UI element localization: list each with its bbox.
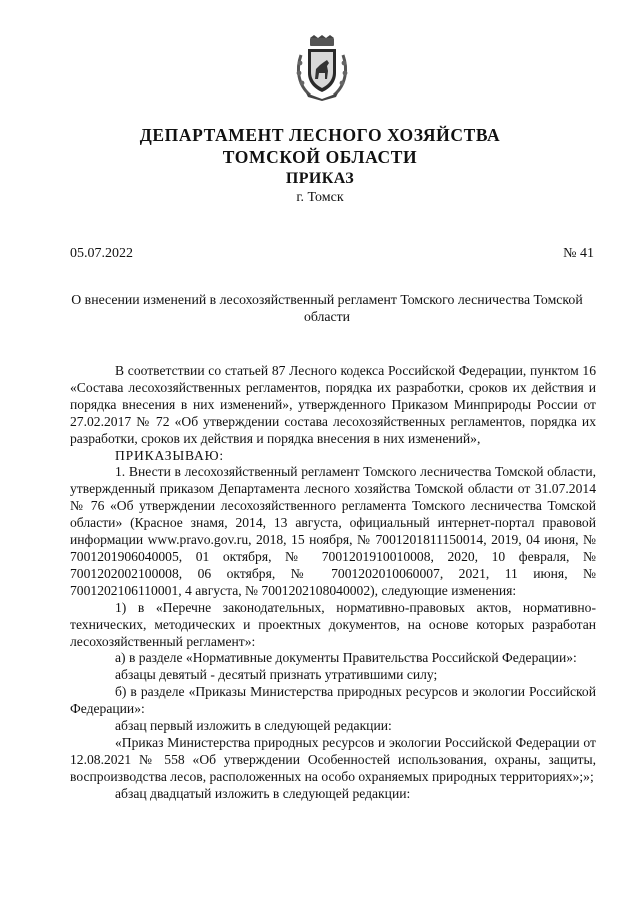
document-date: 05.07.2022 [70, 246, 133, 261]
paragraph-item-b: б) в разделе «Приказы Министерства природных ресурсов и экологии Российской Федерации»: [70, 684, 596, 717]
paragraph-order: ПРИКАЗЫВАЮ: [115, 447, 224, 463]
department-title-line1: ДЕПАРТАМЕНТ ЛЕСНОГО ХОЗЯЙСТВА [139, 125, 501, 145]
document-type: ПРИКАЗ [285, 170, 355, 187]
paragraph-last: абзац двадцатый изложить в следующей редакции: [115, 785, 411, 801]
city-name: г. Томск [296, 190, 344, 205]
paragraph-item-1: 1. Внести в лесохозяйственный регламент Томского лесничества Томской области, утвержденный приказом Департамента лесного хозяйства Томской области от 31.07.2014 № 76 «Об утверждении лесохозяйственного регламента Томского лесничества Томской области» (Красное знамя, 2014, 13 августа, официальный интернет-портал правовой информации www.pravo.gov.ru, 2018, 15 ноября, № 7001201811150014, 2019, 04 июня, № 7001201906040005, 01 октября, № 7001201910010008, 2020, 10 февраля, № 7001202002100008, 06 октября, № 7001202010060007, 2021, 11 июня, № 7001202106110001, 4 августа, № 7001202108040002), следующие изменения: [70, 464, 596, 598]
paragraph-preamble: В соответствии со статьей 87 Лесного кодекса Российской Федерации, пунктом 16 «Состава лесохозяйственных регламентов, порядка их разработки, сроков их действия и порядка внесения в них изменений», утвержденного Приказом Минприроды России от 27.02.2017 № 72 «Об утверждении состава лесохозяйственных регламентов, порядка их разработки, сроков их действия и порядка внесения в них изменений», [70, 363, 596, 446]
coat-of-arms-icon [294, 35, 350, 101]
paragraph-item-1-1: 1) в «Перечне законодательных, нормативно-правовых актов, нормативно-технических, методических и проектных документов, на основе которых разработан лесохозяйственный регламент»: [70, 599, 596, 649]
document-number: № 41 [563, 246, 594, 261]
paragraph-item-a: а) в разделе «Нормативные документы Правительства Российской Федерации»: [115, 650, 577, 666]
document-body [70, 363, 596, 803]
paragraph-item-a-text: абзацы девятый - десятый признать утратившими силу; [115, 667, 438, 683]
document-subject: О внесении изменений в лесохозяйственный регламент Томского лесничества Томской области [71, 292, 583, 324]
paragraph-quote: «Приказ Министерства природных ресурсов и экологии Российской Федерации от 12.08.2021 № 558 «Об утверждении Особенностей использования, охраны, защиты, воспроизводства лесов, расположенных на особо охраняемых природных территориях»;»; [70, 734, 596, 784]
paragraph-item-b-text: абзац первый изложить в следующей редакции: [115, 718, 392, 734]
department-title-line2: ТОМСКОЙ ОБЛАСТИ [222, 147, 418, 167]
